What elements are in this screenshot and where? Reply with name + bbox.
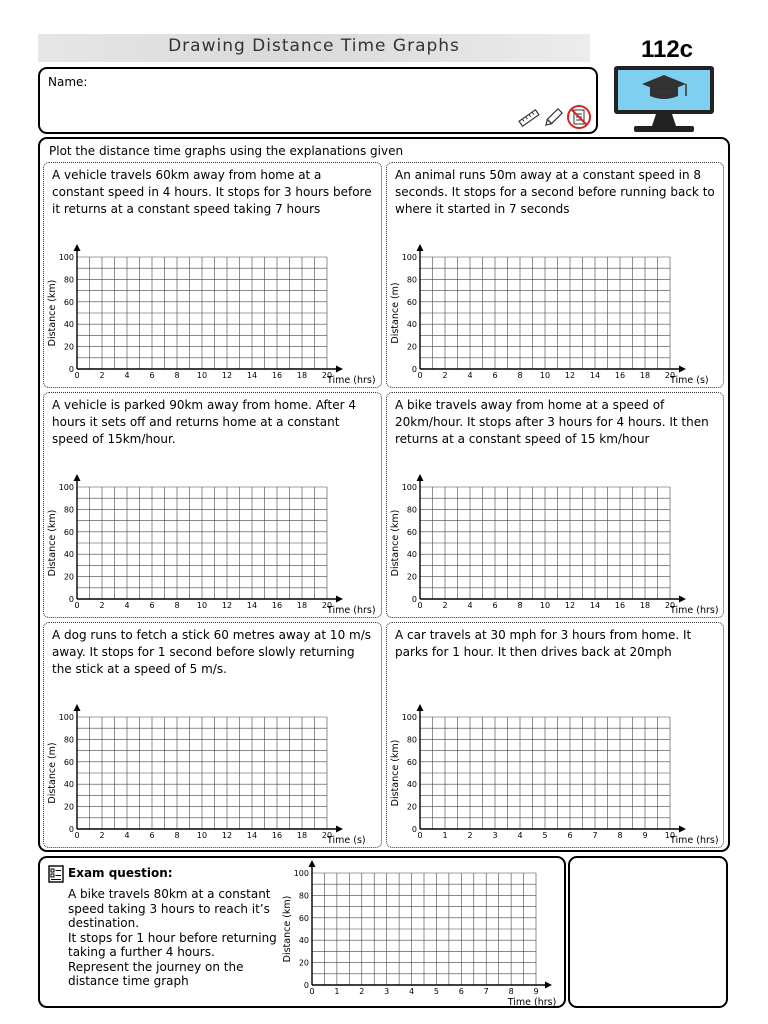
x-axis-arrow [336, 366, 343, 373]
graph-grid-4[interactable] [387, 471, 725, 619]
y-tick-label: 80 [406, 735, 417, 745]
y-tick-label: 60 [406, 757, 417, 767]
question-text: A bike travels away from home at a speed of 20km/hour. It stops after 3 hours for 4 hours. It then returns at a constant speed of 15 km/hour [395, 398, 709, 446]
question-panel-6 [386, 622, 724, 848]
exam-question-box [38, 856, 566, 1008]
graph-grid-3[interactable] [44, 471, 383, 619]
question-text: A vehicle is parked 90km away from home. After 4 hours it sets off and returns home at a constant speed of 15km/hour. [52, 398, 357, 446]
y-tick-label: 40 [406, 780, 417, 790]
y-tick-label: 40 [406, 550, 417, 560]
x-tick-label: 0 [309, 987, 315, 996]
y-tick-label: 60 [63, 527, 74, 537]
question-panel-1 [43, 162, 382, 388]
y-tick-label: 80 [298, 891, 309, 901]
y-tick-label: 0 [411, 825, 417, 834]
x-tick-label: 18 [639, 601, 651, 610]
exam-text [68, 887, 283, 989]
x-axis-arrow [679, 596, 686, 603]
x-axis-label: Time (hrs) [670, 835, 719, 846]
y-tick-label: 0 [411, 365, 417, 374]
graph-grid-2[interactable] [387, 241, 725, 389]
y-tick-label: 80 [406, 275, 417, 285]
x-tick-label: 4 [467, 371, 473, 380]
x-tick-label: 10 [539, 601, 551, 610]
x-tick-label: 20 [321, 601, 333, 610]
y-tick-label: 80 [63, 505, 74, 515]
x-tick-label: 4 [124, 831, 130, 840]
y-tick-label: 40 [63, 780, 74, 790]
x-tick-label: 6 [567, 831, 573, 840]
name-box[interactable] [38, 67, 598, 134]
x-tick-label: 16 [271, 831, 283, 840]
y-tick-label: 40 [298, 936, 309, 946]
x-tick-label: 10 [196, 831, 208, 840]
x-axis-label: Time (s) [327, 835, 366, 846]
x-axis-label: Time (hrs) [327, 605, 376, 616]
x-tick-label: 18 [296, 831, 308, 840]
x-tick-label: 1 [442, 831, 448, 840]
y-axis-label: Distance (km) [390, 739, 401, 807]
x-tick-label: 6 [492, 371, 498, 380]
graph-grid-6[interactable] [387, 701, 725, 849]
y-tick-label: 100 [58, 483, 74, 492]
question-text: An animal runs 50m away at a constant speed in 8 seconds. It stops for a second before running back to where it started in 7 seconds [395, 168, 715, 216]
x-tick-label: 4 [467, 601, 473, 610]
question-panel-3 [43, 392, 382, 618]
x-tick-label: 10 [196, 601, 208, 610]
x-tick-label: 14 [246, 601, 258, 610]
x-tick-label: 6 [149, 601, 155, 610]
x-tick-label: 0 [417, 371, 423, 380]
y-tick-label: 60 [63, 757, 74, 767]
x-tick-label: 6 [458, 987, 464, 996]
y-axis-arrow [417, 474, 424, 481]
x-tick-label: 0 [74, 831, 80, 840]
y-tick-label: 100 [58, 713, 74, 722]
y-tick-label: 0 [68, 595, 74, 604]
x-axis-label: Time (hrs) [670, 605, 719, 616]
y-axis-label: Distance (km) [47, 279, 58, 347]
x-tick-label: 5 [433, 987, 439, 996]
y-axis-arrow [417, 244, 424, 251]
y-tick-label: 40 [63, 550, 74, 560]
x-tick-label: 20 [664, 601, 676, 610]
x-tick-label: 14 [589, 371, 601, 380]
x-tick-label: 3 [492, 831, 498, 840]
x-axis-arrow [545, 982, 552, 989]
exam-line: speed taking 3 hours to reach it’s [68, 901, 270, 916]
x-tick-label: 2 [99, 371, 105, 380]
y-tick-label: 0 [411, 595, 417, 604]
x-tick-label: 2 [442, 601, 448, 610]
y-axis-arrow [309, 860, 316, 867]
x-tick-label: 8 [174, 371, 180, 380]
x-axis-arrow [679, 826, 686, 833]
exam-title: Exam question: [68, 866, 173, 880]
y-tick-label: 0 [303, 981, 309, 990]
x-tick-label: 8 [508, 987, 514, 996]
x-tick-label: 14 [246, 371, 258, 380]
y-tick-label: 20 [63, 572, 74, 582]
x-tick-label: 14 [246, 831, 258, 840]
y-tick-label: 20 [406, 572, 417, 582]
y-tick-label: 20 [406, 802, 417, 812]
question-panel-2 [386, 162, 724, 388]
x-tick-label: 14 [589, 601, 601, 610]
graph-grid-5[interactable] [44, 701, 383, 849]
y-tick-label: 40 [406, 320, 417, 330]
question-panel-4 [386, 392, 724, 618]
x-tick-label: 12 [564, 371, 576, 380]
y-axis-arrow [74, 704, 81, 711]
y-tick-label: 0 [68, 825, 74, 834]
no-calculator-icon [566, 104, 592, 130]
graduation-cap-computer-icon [606, 62, 722, 136]
y-tick-label: 20 [63, 802, 74, 812]
y-tick-label: 20 [406, 342, 417, 352]
x-tick-label: 0 [74, 601, 80, 610]
y-tick-label: 80 [406, 505, 417, 515]
y-axis-label: Distance (km) [390, 509, 401, 577]
x-tick-label: 10 [664, 831, 676, 840]
x-tick-label: 8 [174, 601, 180, 610]
exam-graph-grid[interactable] [282, 860, 566, 1008]
pencil-icon [543, 107, 563, 129]
x-tick-label: 4 [124, 371, 130, 380]
instructions: Plot the distance time graphs using the explanations given [49, 144, 404, 158]
x-tick-label: 16 [614, 371, 626, 380]
x-axis-label: Time (hrs) [327, 375, 376, 386]
question-text: A vehicle travels 60km away from home at a constant speed in 4 hours. It stops for 3 hours before it returns at a constant speed taking 7 hours [52, 168, 372, 216]
y-axis-arrow [74, 244, 81, 251]
x-tick-label: 1 [334, 987, 340, 996]
exam-line: Represent the journey on the [68, 959, 244, 974]
x-tick-label: 4 [517, 831, 523, 840]
y-axis-arrow [417, 704, 424, 711]
x-tick-label: 8 [517, 371, 523, 380]
y-axis-arrow [74, 474, 81, 481]
x-tick-label: 2 [467, 831, 473, 840]
x-tick-label: 9 [642, 831, 648, 840]
x-axis-arrow [336, 596, 343, 603]
y-tick-label: 100 [401, 253, 417, 262]
x-tick-label: 6 [149, 371, 155, 380]
x-tick-label: 5 [542, 831, 548, 840]
page-title: Drawing Distance Time Graphs [168, 36, 460, 56]
x-tick-label: 0 [417, 601, 423, 610]
x-tick-label: 2 [99, 601, 105, 610]
x-tick-label: 12 [221, 371, 233, 380]
x-tick-label: 20 [664, 371, 676, 380]
y-tick-label: 40 [63, 320, 74, 330]
x-axis-label: Time (s) [670, 375, 709, 386]
y-tick-label: 100 [401, 713, 417, 722]
exam-line: distance time graph [68, 974, 189, 988]
exam-line: It stops for 1 hour before returning [68, 930, 277, 945]
x-tick-label: 18 [639, 371, 651, 380]
y-tick-label: 20 [63, 342, 74, 352]
y-tick-label: 60 [406, 297, 417, 307]
x-tick-label: 8 [174, 831, 180, 840]
x-tick-label: 7 [483, 987, 489, 996]
x-tick-label: 8 [517, 601, 523, 610]
x-tick-label: 2 [359, 987, 365, 996]
question-text: A dog runs to fetch a stick 60 metres away at 10 m/s away. It stops for 1 second before slowly returning the stick at a speed of 5 m/s. [52, 628, 371, 676]
x-tick-label: 0 [74, 371, 80, 380]
x-tick-label: 16 [271, 601, 283, 610]
x-tick-label: 2 [442, 371, 448, 380]
x-tick-label: 20 [321, 371, 333, 380]
x-tick-label: 4 [409, 987, 415, 996]
y-tick-label: 100 [401, 483, 417, 492]
name-label: Name: [48, 75, 88, 89]
y-tick-label: 60 [406, 527, 417, 537]
graph-grid-1[interactable] [44, 241, 383, 389]
question-panel-5 [43, 622, 382, 848]
y-tick-label: 0 [68, 365, 74, 374]
x-tick-label: 18 [296, 601, 308, 610]
x-tick-label: 10 [196, 371, 208, 380]
ruler-icon [518, 109, 540, 127]
x-tick-label: 8 [617, 831, 623, 840]
y-axis-label: Distance (m) [390, 282, 401, 344]
x-axis-arrow [679, 366, 686, 373]
y-tick-label: 20 [298, 958, 309, 968]
x-tick-label: 10 [539, 371, 551, 380]
x-tick-label: 7 [592, 831, 598, 840]
x-tick-label: 9 [533, 987, 539, 996]
x-tick-label: 3 [384, 987, 390, 996]
exam-line: taking a further 4 hours. [68, 945, 215, 959]
y-tick-label: 80 [63, 275, 74, 285]
x-tick-label: 12 [221, 831, 233, 840]
exam-line: destination. [68, 916, 140, 930]
y-tick-label: 60 [63, 297, 74, 307]
x-tick-label: 18 [296, 371, 308, 380]
x-tick-label: 4 [124, 601, 130, 610]
x-tick-label: 0 [417, 831, 423, 840]
y-axis-label: Distance (m) [47, 742, 58, 804]
x-tick-label: 2 [99, 831, 105, 840]
worksheet-code: 112c [640, 36, 694, 63]
y-tick-label: 100 [58, 253, 74, 262]
x-tick-label: 6 [492, 601, 498, 610]
x-tick-label: 12 [564, 601, 576, 610]
y-tick-label: 100 [293, 869, 309, 878]
x-axis-arrow [336, 826, 343, 833]
y-tick-label: 80 [63, 735, 74, 745]
x-tick-label: 6 [149, 831, 155, 840]
y-axis-label: Distance (km) [47, 509, 58, 577]
y-tick-label: 60 [298, 913, 309, 923]
y-axis-label: Distance (km) [282, 895, 293, 963]
x-tick-label: 12 [221, 601, 233, 610]
exam-line: A bike travels 80km at a constant [68, 887, 271, 901]
x-tick-label: 20 [321, 831, 333, 840]
x-tick-label: 16 [271, 371, 283, 380]
x-axis-label: Time (hrs) [507, 997, 557, 1008]
question-text: A car travels at 30 mph for 3 hours from home. It parks for 1 hour. It then drives back at 20mph [395, 628, 692, 659]
answer-box[interactable] [568, 856, 728, 1008]
x-tick-label: 16 [614, 601, 626, 610]
checklist-icon [48, 865, 64, 883]
